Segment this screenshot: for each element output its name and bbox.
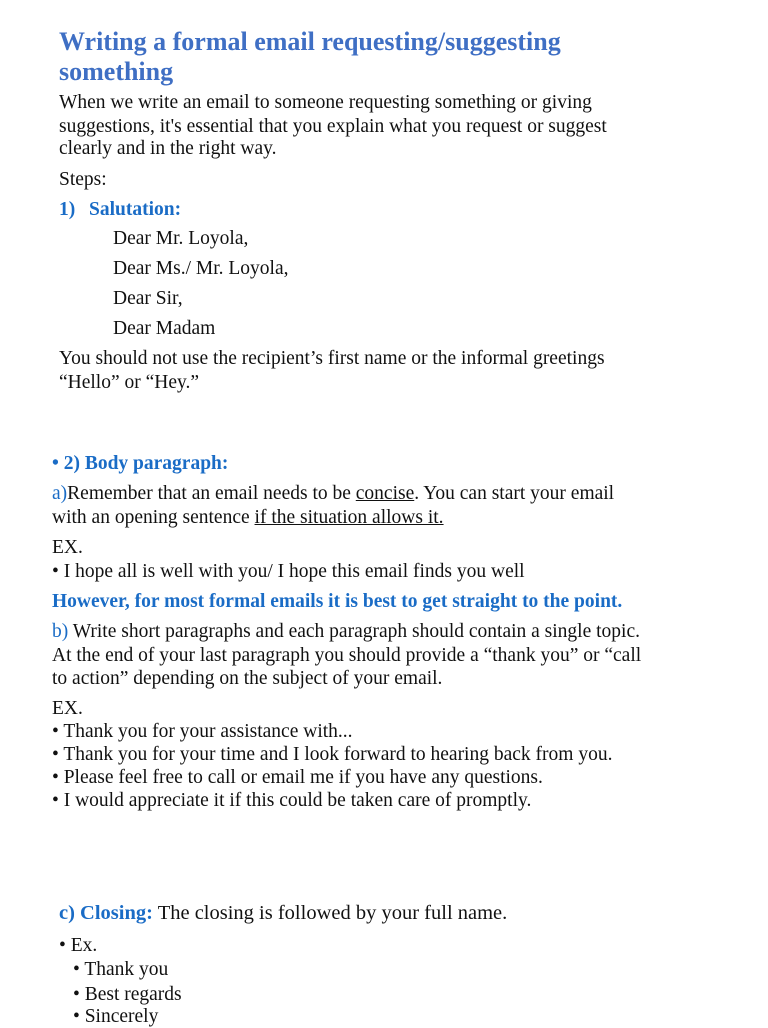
closing-line [59, 902, 507, 925]
body-b-marker: b) [52, 621, 69, 642]
salutation-example: Dear Madam [113, 318, 216, 339]
intro-line: clearly and in the right way. [59, 138, 277, 159]
example-label: EX. [52, 698, 83, 719]
steps-label: Steps: [59, 169, 107, 190]
body-a-marker: a) [52, 483, 68, 504]
body-a-line-1 [52, 482, 614, 505]
page-title-line-1: Writing a formal email requesting/suggesting [59, 27, 561, 56]
body-b-line: At the end of your last paragraph you should provide a “thank you” or “call [52, 645, 642, 666]
closing-text: The closing is followed by your full name. [152, 902, 508, 924]
body-a-text: with an opening sentence [52, 507, 255, 528]
salutation-note: You should not use the recipient’s first name or the informal greetings [59, 348, 605, 369]
example-label: EX. [52, 537, 83, 558]
example-item: • Please feel free to call or email me if you have any questions. [52, 767, 543, 788]
salutation-heading: Salutation: [89, 199, 182, 220]
intro-line: suggestions, it's essential that you explain what you request or suggest [59, 116, 607, 137]
body-b-line: to action” depending on the subject of your email. [52, 668, 443, 689]
body-a-underline: concise [355, 483, 415, 504]
body-b-text: Write short paragraphs and each paragraph should contain a single topic. [68, 621, 640, 642]
however-note: However, for most formal emails it is best to get straight to the point. [52, 591, 623, 612]
example-item: • I would appreciate it if this could be taken care of promptly. [52, 790, 532, 811]
closing-item: • Sincerely [73, 1006, 159, 1027]
body-heading-text: 2) Body paragraph: [63, 453, 229, 474]
example-item: • Thank you for your assistance with... [52, 721, 353, 742]
body-b-line-1 [52, 620, 640, 643]
salutation-note: “Hello” or “Hey.” [59, 372, 200, 393]
intro-line: When we write an email to someone requesting something or giving [59, 92, 592, 113]
body-a-text: . You can start your email [414, 483, 615, 504]
salutation-number: 1) [59, 199, 76, 220]
closing-item: • Best regards [73, 984, 182, 1005]
bullet-icon: • [52, 453, 59, 474]
body-a-text: Remember that an email needs to be [67, 483, 356, 504]
closing-item: • Thank you [73, 959, 169, 980]
closing-heading: c) Closing: [59, 902, 153, 924]
body-a-underline: if the situation allows it. [254, 507, 444, 528]
body-a-line-2 [52, 506, 444, 529]
closing-example-label: • Ex. [59, 935, 98, 956]
body-heading [52, 452, 228, 475]
salutation-example: Dear Mr. Loyola, [113, 228, 249, 249]
salutation-example: Dear Ms./ Mr. Loyola, [113, 258, 289, 279]
example-item: • I hope all is well with you/ I hope this email finds you well [52, 561, 525, 582]
page-title-line-2: something [59, 57, 174, 86]
example-item: • Thank you for your time and I look forward to hearing back from you. [52, 744, 613, 765]
salutation-example: Dear Sir, [113, 288, 183, 309]
